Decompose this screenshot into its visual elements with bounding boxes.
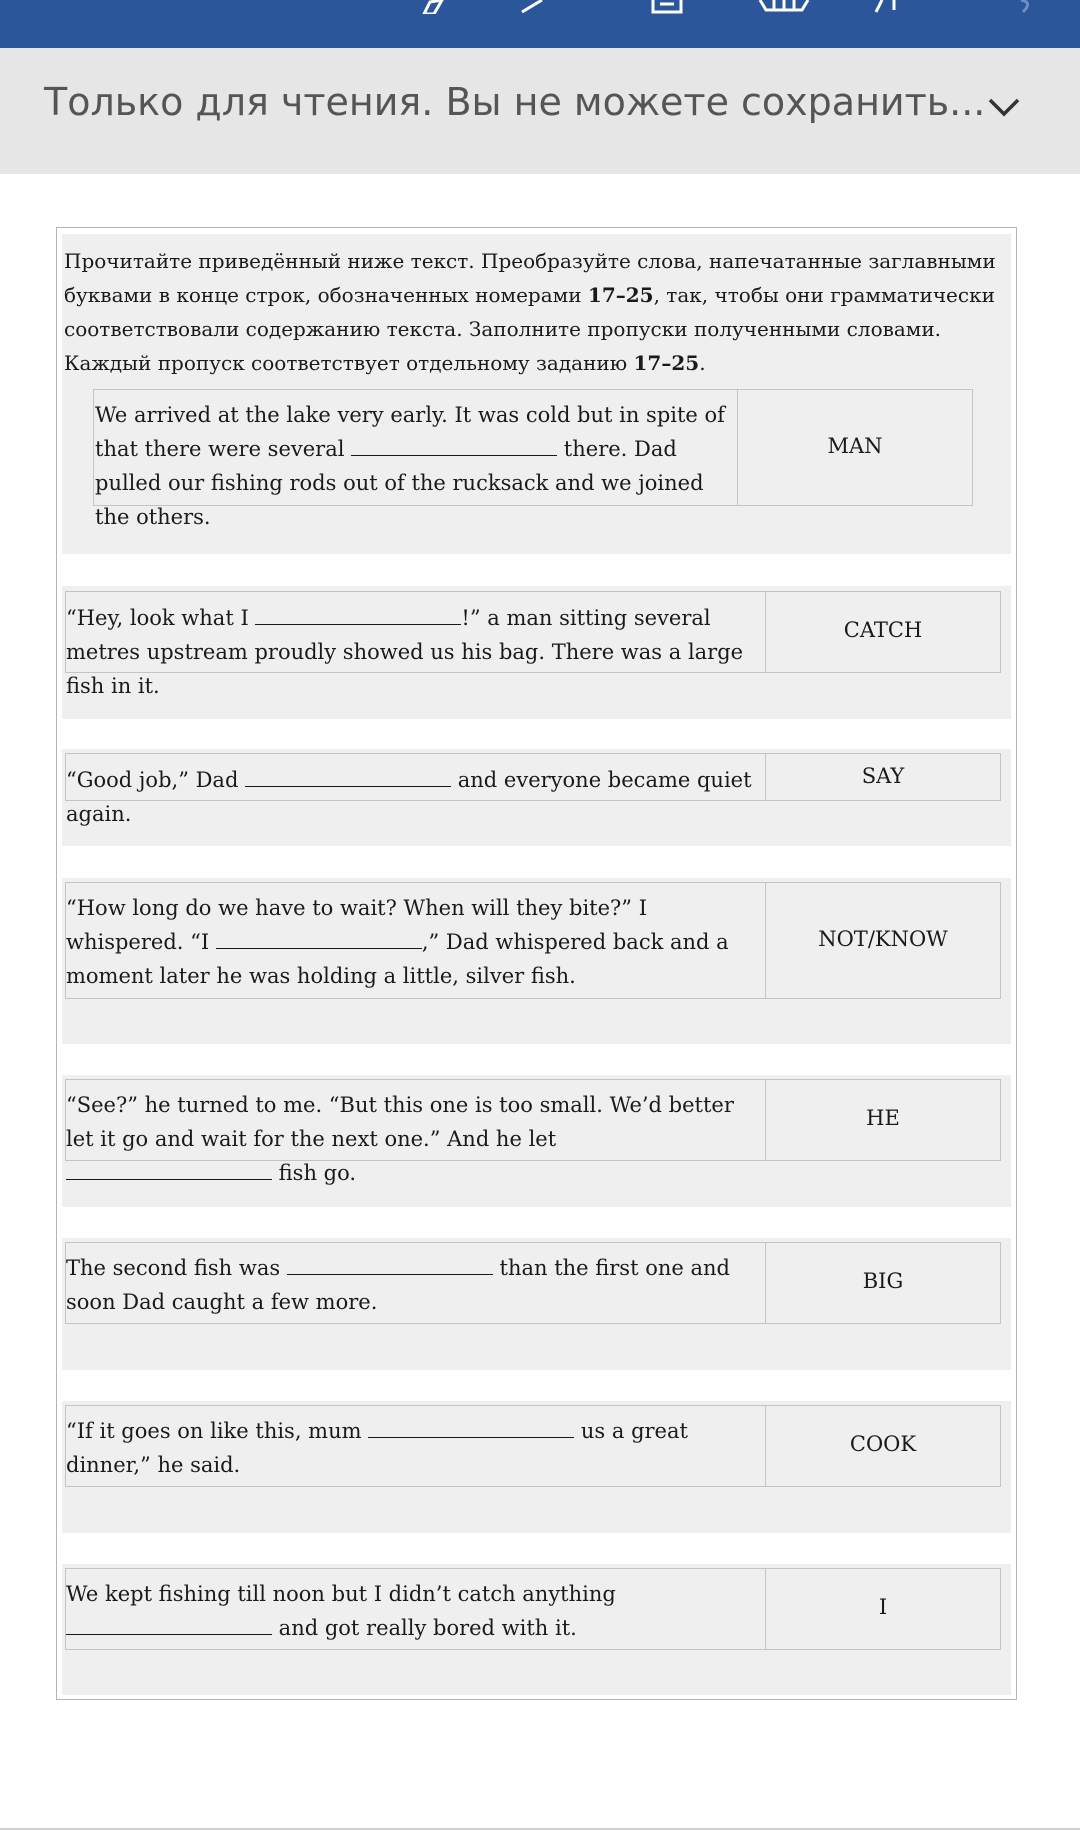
answer-blank [66, 1614, 272, 1635]
task-keyword: I [878, 1595, 888, 1619]
sentence-text: there. Dad pulled our fishing rods out of the rucksack and we joined the others. [95, 437, 704, 529]
sentence-text: We arrived at the lake very early. It was cold but in spite of that there were several [95, 403, 725, 461]
task-sentence [95, 398, 735, 534]
share-person-icon[interactable] [872, 0, 912, 14]
answer-blank [255, 604, 461, 625]
sentence-text: “See?” he turned to me. “But this one is too small. We’d better let it go and wait for the next one.” And he let [66, 1093, 734, 1151]
task-keyword: MAN [827, 434, 883, 458]
sentence-text: than the first one and soon Dad caught a few more. [66, 1256, 730, 1314]
task-keyword: BIG [862, 1269, 904, 1293]
task-keyword: CATCH [843, 618, 923, 642]
sentence-text: ,” Dad whispered back and a moment later he was holding a little, silver fish. [66, 930, 729, 988]
task-keyword: COOK [849, 1432, 917, 1456]
answer-blank [368, 1417, 574, 1438]
readonly-message: Только для чтения. Вы не можете сохранить... [44, 80, 986, 124]
divider [0, 1828, 1080, 1830]
instruction-text: . [699, 351, 706, 375]
app-toolbar [0, 0, 1080, 48]
instruction-text: , так, чтобы они грамматически соответствовали содержанию текста. Заполните пропуски полученными словами. Каждый пропуск соответствует отдельному заданию [64, 283, 995, 375]
answer-blank [351, 435, 557, 456]
document-icon[interactable] [650, 0, 684, 14]
answer-blank [245, 766, 451, 787]
task-keyword: NOT/KNOW [818, 927, 948, 951]
sentence-text: The second fish was [66, 1256, 287, 1280]
chevron-down-icon[interactable] [984, 90, 1024, 126]
task-range: 17–25 [633, 351, 700, 375]
task-range: 17–25 [587, 283, 654, 307]
sentence-text: and got really bored with it. [272, 1616, 577, 1640]
sentence-text: and everyone became quiet again. [66, 768, 752, 826]
answer-blank [66, 1159, 272, 1180]
undo-icon[interactable] [1015, 0, 1045, 14]
sentence-text: fish go. [272, 1161, 357, 1185]
pencil-icon[interactable] [420, 0, 448, 14]
sentence-text: “If it goes on like this, mum [66, 1419, 369, 1443]
sentence-text: We kept fishing till noon but I didn’t catch anything [66, 1582, 616, 1606]
task-keyword: SAY [861, 764, 905, 788]
answer-blank [216, 928, 422, 949]
task-sentence [66, 601, 766, 703]
sentence-text: “Hey, look what I [66, 606, 256, 630]
task-keyword: HE [866, 1106, 900, 1130]
task-sentence [66, 891, 756, 993]
instruction-text: Прочитайте приведённый ниже текст. Преобразуйте слова, напечатанные заглавными буквами в конце строк, обозначенных номерами [64, 249, 996, 307]
task-sentence [66, 1251, 766, 1319]
read-mode-icon[interactable] [758, 0, 810, 14]
sentence-text: “Good job,” Dad [66, 768, 246, 792]
task-sentence [66, 1414, 766, 1482]
task-sentence [66, 1088, 766, 1190]
task-sentence [66, 1577, 766, 1645]
sentence-text: !” a man sitting several metres upstream proudly showed us his bag. There was a large fish in it. [66, 606, 744, 698]
task-instruction [64, 244, 1006, 380]
task-sentence [66, 763, 766, 831]
edit-icon[interactable] [520, 0, 546, 14]
answer-blank [287, 1254, 493, 1275]
sentence-text: “How long do we have to wait? When will they bite?” I whispered. “I [66, 896, 647, 954]
sentence-text: us a great dinner,” he said. [66, 1419, 688, 1477]
